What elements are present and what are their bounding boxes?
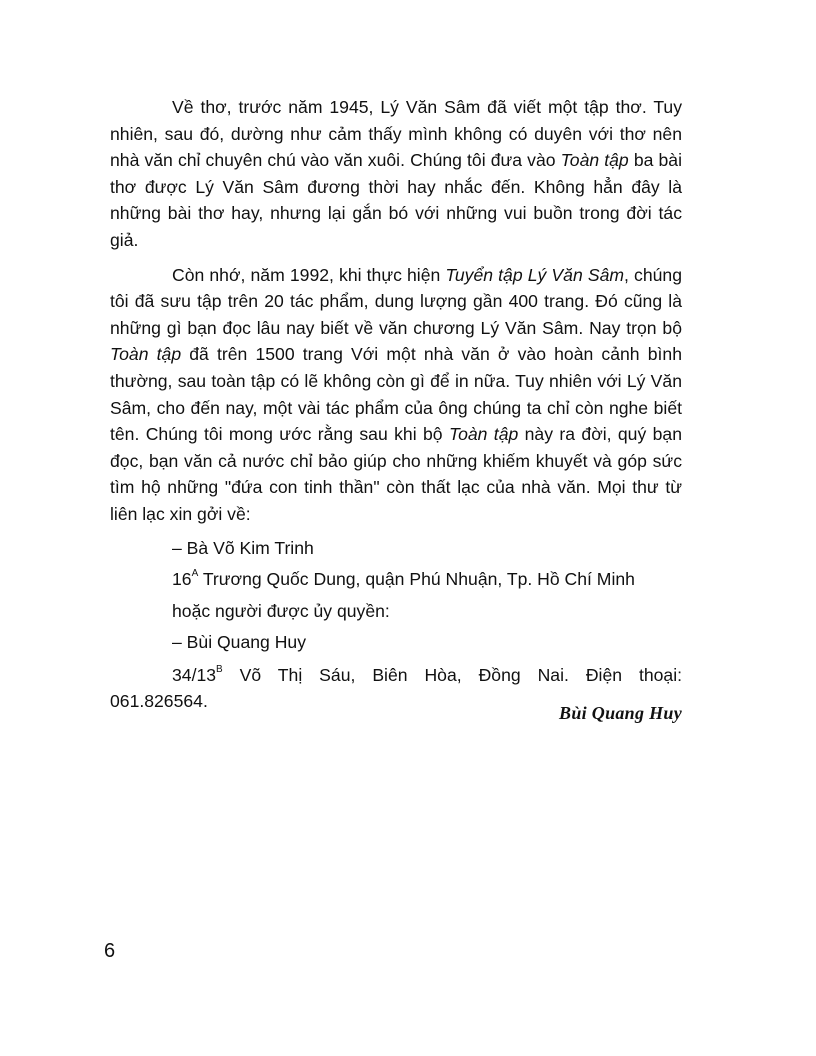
contact-1-name: – Bà Võ Kim Trinh bbox=[172, 537, 314, 558]
or-delegate: hoặc người được ủy quyền: bbox=[172, 600, 390, 621]
paragraph-2-a: Còn nhớ, năm 1992, khi thực hiện bbox=[172, 264, 446, 285]
contact-1-number: 16 bbox=[172, 569, 192, 590]
paragraph-2-italic-1: Tuyển tập Lý Văn Sâm bbox=[445, 264, 625, 285]
contact-2-number: 34/13 bbox=[172, 664, 217, 685]
paragraph-2-b: , chúng tôi đã sưu tập trên 20 tác phẩm, dung lượng gần 400 trang. Đó cũng là những gì bạn đọc lâu nay biết về văn chương Lý Văn Sâm. Nay trọn bộ bbox=[110, 264, 682, 338]
contact-1-address bbox=[110, 566, 682, 593]
page-number: 6 bbox=[104, 940, 116, 962]
paragraph-2-italic-3: Toàn tập bbox=[448, 424, 519, 445]
paragraph-poetry bbox=[110, 94, 682, 254]
contact-2-superscript: B bbox=[216, 664, 223, 676]
contact-2-address-text: Võ Thị Sáu, Biên Hòa, Đồng Nai. Điện thoại: 061.826564. bbox=[110, 664, 682, 712]
paragraph-2-d: này ra đời, quý bạn đọc, bạn văn cả nước chỉ bảo giúp cho những khiếm khuyết và góp sức tìm hộ những "đứa con tinh thần" còn thất lạc của nhà văn. Mọi thư từ liên lạc xin gởi về: bbox=[110, 424, 682, 524]
paragraph-2-c: đã trên 1500 trang Với một nhà văn ở vào hoàn cảnh bình thường, sau toàn tập có lẽ không còn gì để in nữa. Tuy nhiên với Lý Văn Sâm, cho đến nay, một vài tác phẩm của ông chúng ta chỉ còn nghe biết tên. Chúng tôi mong ước rằng sau khi bộ bbox=[110, 344, 682, 445]
author-signature: Bùi Quang Huy bbox=[559, 703, 682, 723]
body-text bbox=[110, 94, 682, 715]
contact-1-address-text: Trương Quốc Dung, quận Phú Nhuận, Tp. Hồ Chí Minh bbox=[198, 569, 635, 590]
paragraph-collection bbox=[110, 262, 682, 528]
contact-1-superscript: A bbox=[191, 568, 199, 580]
contact-2-name: – Bùi Quang Huy bbox=[172, 632, 306, 653]
paragraph-1-tail: ba bài thơ được Lý Văn Sâm đương thời hay nhắc đến. Không hẳn đây là những bài thơ hay, nhưng lại gắn bó với những vui buồn trong đời tác giả. bbox=[110, 150, 682, 250]
paragraph-1-italic: Toàn tập bbox=[560, 150, 629, 171]
paragraph-1-text: Về thơ, trước năm 1945, Lý Văn Sâm đã viết một tập thơ. Tuy nhiên, sau đó, dường như cảm thấy mình không có duyên với thơ nên nhà văn chỉ chuyên chú vào văn xuôi. Chúng tôi đưa vào bbox=[110, 97, 682, 171]
paragraph-2-italic-2: Toàn tập bbox=[110, 344, 182, 365]
